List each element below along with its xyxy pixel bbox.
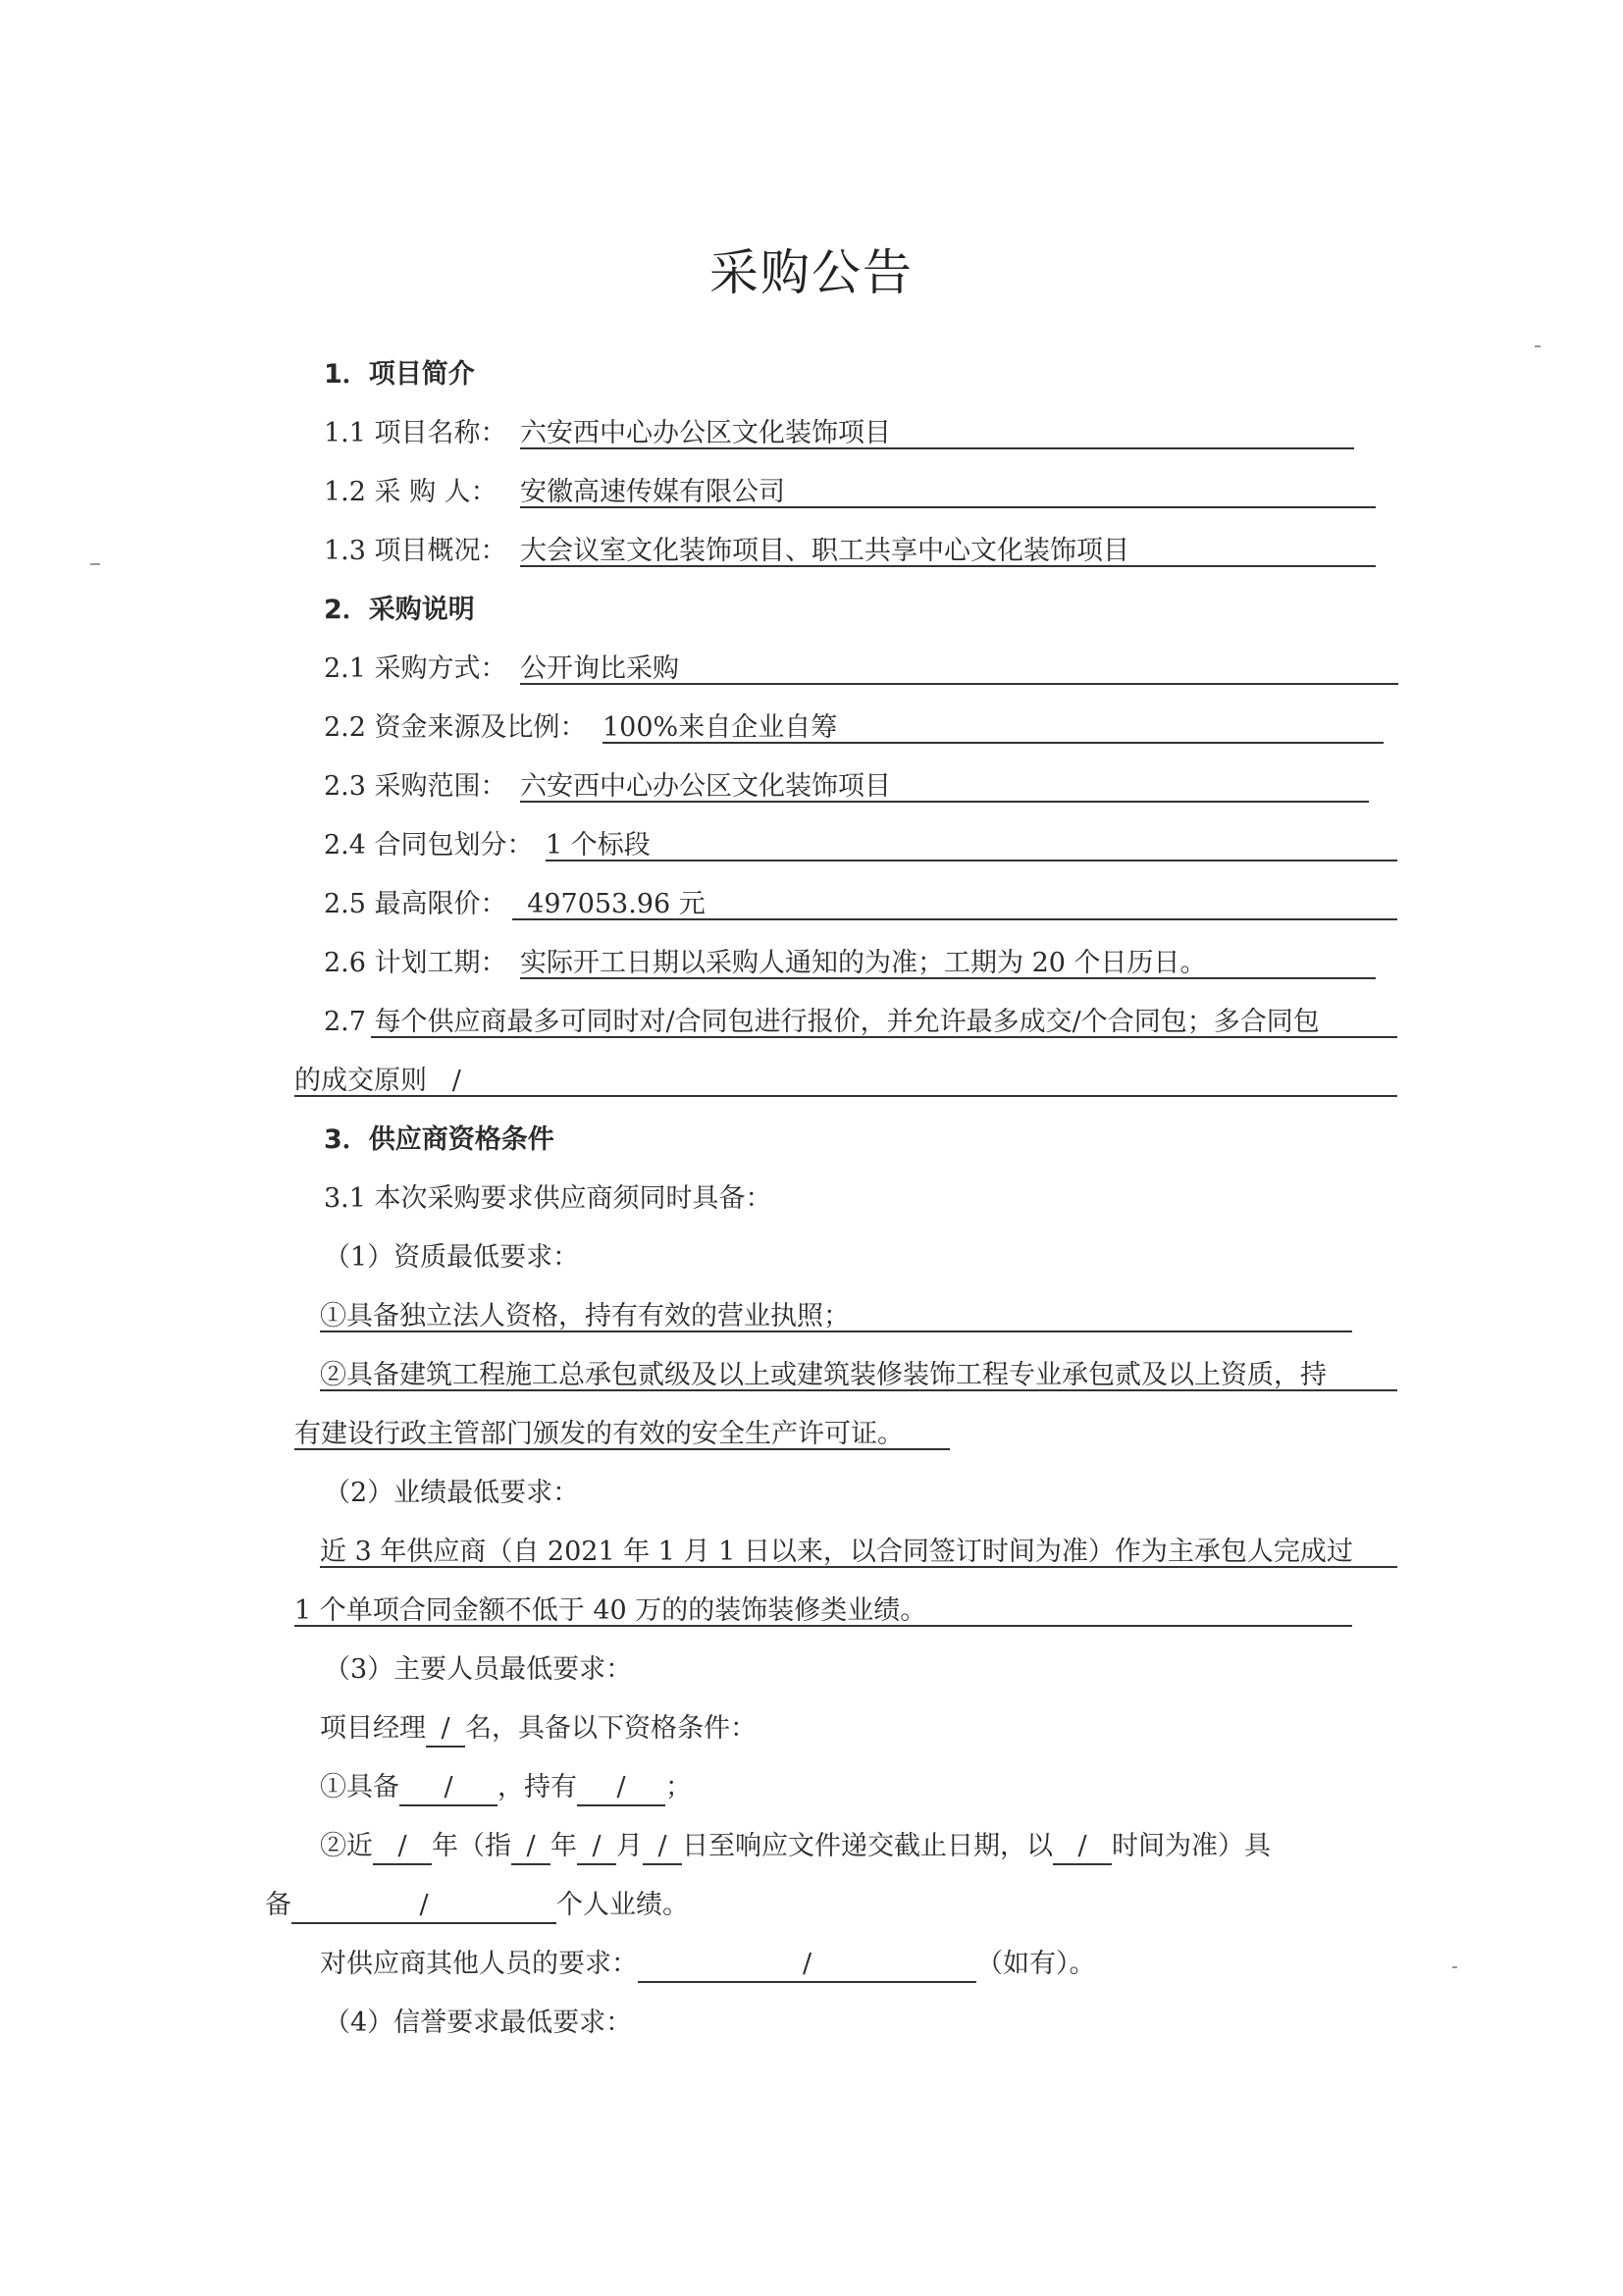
q3-c2-text-l: 备 bbox=[265, 1890, 291, 1920]
item-2-7-line-a: 2.7 每个供应商最多可同时对/合同包进行报价，并允许最多成交/个合同包；多合同包 bbox=[324, 1007, 1320, 1037]
q3-c1-text-e: ； bbox=[665, 1772, 692, 1802]
scan-speck bbox=[1535, 345, 1541, 347]
q3-other-text-a: 对供应商其他人员的要求： bbox=[320, 1949, 638, 1979]
item-2-6-underline bbox=[520, 977, 1376, 979]
q3-c2-time-blank: / bbox=[1053, 1830, 1112, 1865]
item-2-5-label: 2.5 最高限价： bbox=[324, 889, 507, 919]
q3-condition-2-line-2 bbox=[265, 1886, 689, 1925]
q2-heading: （2）业绩最低要求： bbox=[324, 1478, 580, 1508]
q3-pm-count-blank: / bbox=[426, 1712, 465, 1748]
item-2-4-underline bbox=[546, 860, 1397, 861]
q3-c2-month-blank: / bbox=[577, 1830, 616, 1865]
q2-item-line-2: 1 个单项合同金额不低于 40 万的的装饰装修类业绩。 bbox=[294, 1595, 927, 1626]
item-2-5-value: 497053.96 元 bbox=[510, 889, 706, 919]
q1-item-b-line-2: 有建设行政主管部门颁发的有效的安全生产许可证。 bbox=[294, 1419, 904, 1449]
q3-c2-performance-blank: / bbox=[291, 1889, 556, 1924]
item-1-3-value: 大会议室文化装饰项目、职工共享中心文化装饰项目 bbox=[520, 536, 1129, 566]
q3-c2-text-k: 时间为准）具 bbox=[1112, 1831, 1271, 1861]
q3-condition-2-line-1 bbox=[320, 1827, 1271, 1866]
q3-pm-text-a: 项目经理 bbox=[320, 1713, 426, 1744]
item-2-7-underline-b bbox=[294, 1095, 1397, 1097]
q3-other-text-c: （如有）。 bbox=[976, 1949, 1096, 1979]
q2-item-line-1: 近 3 年供应商（自 2021 年 1 月 1 日以来，以合同签订时间为准）作为主承包人完成过 bbox=[320, 1537, 1353, 1567]
item-2-3-value: 六安西中心办公区文化装饰项目 bbox=[520, 771, 891, 802]
item-1-1-value: 六安西中心办公区文化装饰项目 bbox=[520, 418, 891, 448]
q1-item-b-underline-1 bbox=[320, 1389, 1397, 1391]
item-1-3-label: 1.3 项目概况： bbox=[324, 536, 507, 566]
q3-project-manager-line bbox=[320, 1709, 757, 1748]
q3-c2-text-a: ②近 bbox=[320, 1831, 373, 1861]
q3-heading: （3）主要人员最低要求： bbox=[324, 1654, 633, 1685]
item-2-6-value: 实际开工日期以采购人通知的为准；工期为 20 个日历日。 bbox=[520, 948, 1207, 978]
section-1-heading: 1．项目简介 bbox=[324, 359, 475, 390]
item-2-2-label: 2.2 资金来源及比例： bbox=[324, 712, 587, 743]
item-2-1-label: 2.1 采购方式： bbox=[324, 653, 507, 684]
item-2-7-line-b: 的成交原则 / bbox=[294, 1066, 461, 1096]
q1-item-b-line-1: ②具备建筑工程施工总承包贰级及以上或建筑装修装饰工程专业承包贰及以上资质，持 bbox=[320, 1360, 1327, 1390]
q4-heading: （4）信誉要求最低要求： bbox=[324, 2008, 633, 2038]
q2-item-underline-1 bbox=[320, 1566, 1397, 1568]
item-2-1-value: 公开询比采购 bbox=[520, 653, 679, 684]
q3-c1-text-c: ，持有 bbox=[497, 1772, 577, 1802]
q1-item-b-underline-2 bbox=[294, 1448, 950, 1450]
item-1-1-label: 1.1 项目名称： bbox=[324, 418, 507, 448]
q2-item-underline-2 bbox=[294, 1625, 1352, 1627]
q1-heading: （1）资质最低要求： bbox=[324, 1242, 580, 1273]
item-2-5-underline bbox=[512, 918, 1397, 920]
q3-condition-1-line bbox=[320, 1768, 692, 1807]
item-1-2-underline bbox=[520, 506, 1376, 508]
q3-other-personnel-line bbox=[320, 1945, 1096, 1984]
q3-pm-text-c: 名，具备以下资格条件： bbox=[465, 1713, 757, 1744]
item-1-1-underline bbox=[520, 447, 1354, 449]
q3-other-blank: / bbox=[638, 1948, 976, 1983]
section-3-intro: 3.1 本次采购要求供应商须同时具备： bbox=[324, 1183, 772, 1214]
q3-c2-text-e: 年 bbox=[550, 1831, 577, 1861]
item-2-3-underline bbox=[520, 801, 1369, 803]
q3-c2-year-blank: / bbox=[511, 1830, 550, 1865]
item-2-4-value: 1 个标段 bbox=[546, 830, 651, 861]
page-title: 采购公告 bbox=[709, 244, 914, 301]
item-2-4-label: 2.4 合同包划分： bbox=[324, 830, 534, 861]
item-2-6-label: 2.6 计划工期： bbox=[324, 948, 507, 978]
q3-c1-text-a: ①具备 bbox=[320, 1772, 399, 1802]
q3-c2-text-c: 年（指 bbox=[432, 1831, 511, 1861]
item-1-3-underline bbox=[520, 565, 1376, 567]
item-2-1-underline bbox=[520, 683, 1398, 685]
q3-c1-blank-1: / bbox=[399, 1771, 497, 1806]
item-2-7-underline-a bbox=[371, 1036, 1397, 1038]
item-1-2-value: 安徽高速传媒有限公司 bbox=[520, 477, 785, 507]
q3-c2-text-g: 月 bbox=[616, 1831, 643, 1861]
q3-c2-text-i: 日至响应文件递交截止日期，以 bbox=[682, 1831, 1053, 1861]
section-2-heading: 2．采购说明 bbox=[324, 595, 475, 625]
q1-item-a-underline bbox=[320, 1331, 1352, 1332]
item-2-2-underline bbox=[602, 742, 1384, 744]
q3-c2-day-blank: / bbox=[643, 1830, 682, 1865]
item-1-2-label: 1.2 采 购 人： bbox=[324, 477, 497, 507]
q1-item-a: ①具备独立法人资格，持有有效的营业执照； bbox=[320, 1301, 850, 1331]
scan-speck bbox=[1452, 1966, 1457, 1968]
q3-c2-text-n: 个人业绩。 bbox=[556, 1890, 689, 1920]
section-3-heading: 3．供应商资格条件 bbox=[324, 1124, 554, 1155]
scan-speck bbox=[90, 563, 100, 565]
item-2-2-value: 100%来自企业自筹 bbox=[602, 712, 838, 743]
q3-c2-years-blank: / bbox=[373, 1830, 432, 1865]
q3-c1-blank-2: / bbox=[577, 1771, 665, 1806]
item-2-3-label: 2.3 采购范围： bbox=[324, 771, 507, 802]
